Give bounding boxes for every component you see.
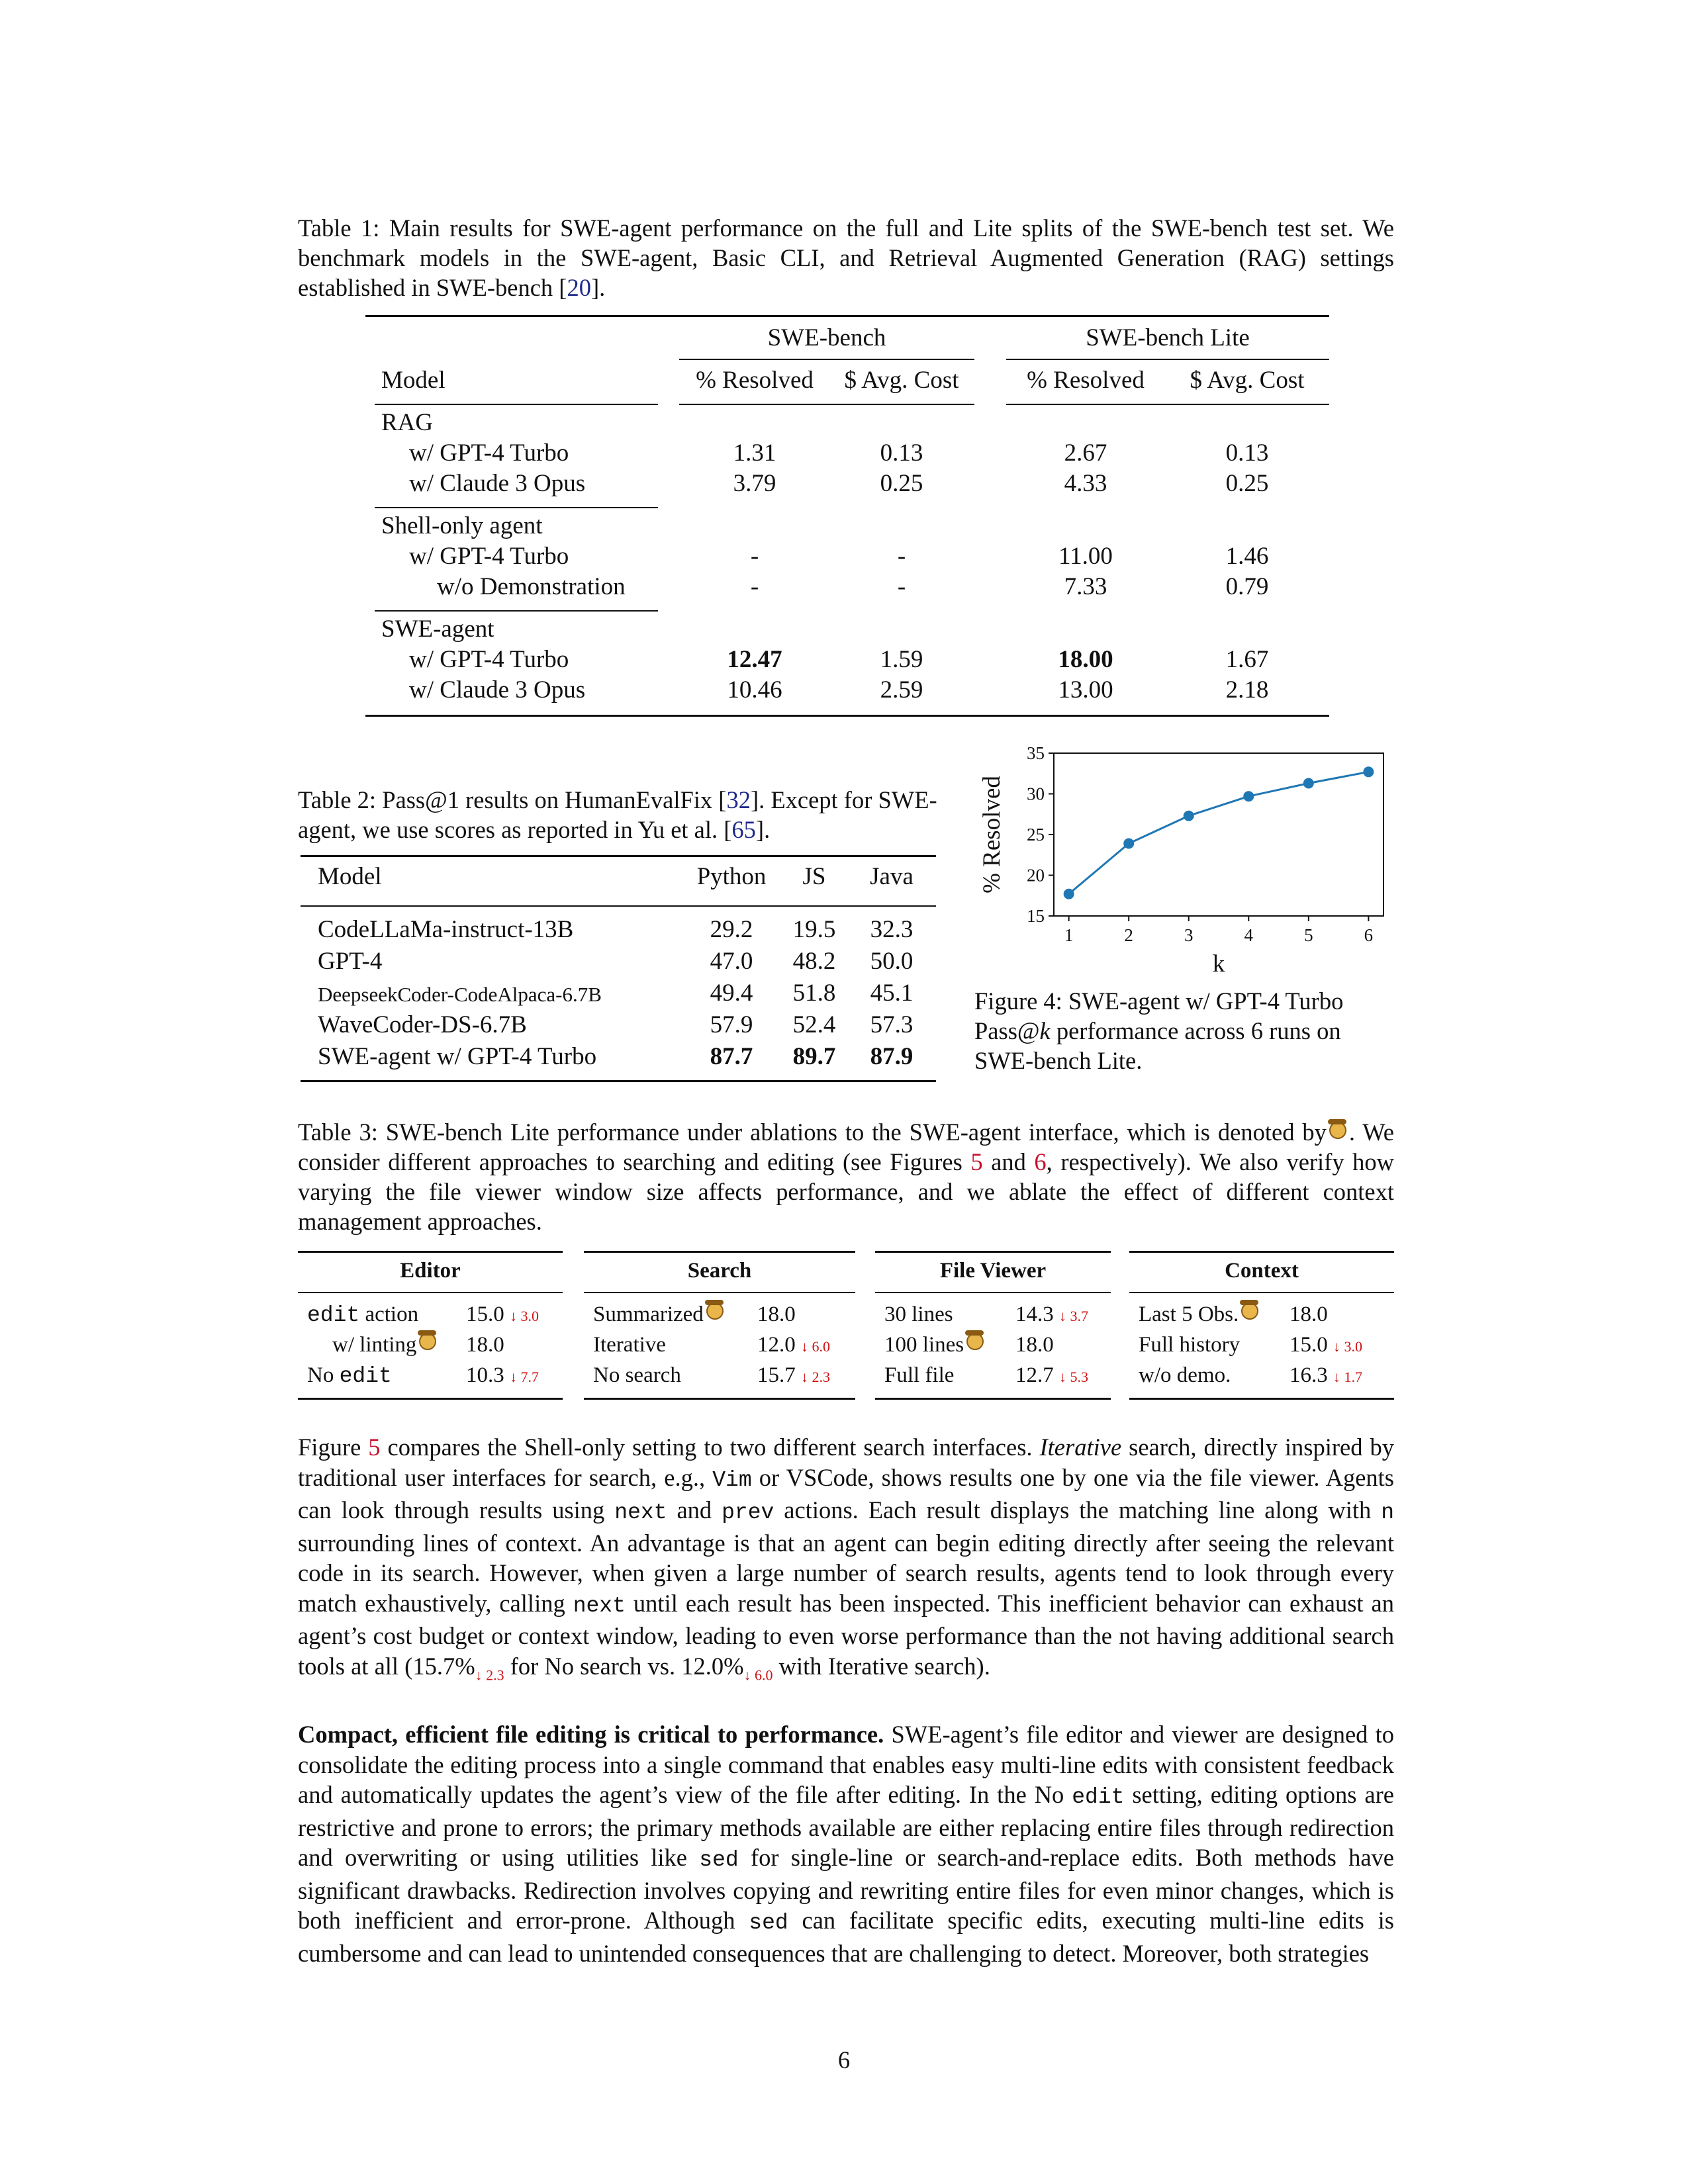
body-paragraph: Figure 5 compares the Shell-only setting to two different search interfaces. Iterative search, directly inspired by traditional user interfaces for search, e.g., Vim or VSCode, shows results one by one via the file viewer. Agents can look through results using next and prev actions. Each result displays the matching line along with n surrounding lines of context. An advantage is that an agent can begin editing directly after seeing the relevant code in its search. However, when given a large number of search results, agents tend to look through every match exhaustively, calling next until each result has been inspected. This inefficient behavior can exhaust an agent’s cost budget or context window, leading to even worse performance than the not having additional search tools at all ($15.7\%_{↓ 2.3}$ for No search vs. $12.0\%_{↓ 6.0}$ with Iterative search). <box>298 1433 1395 1683</box>
table3-search: Search Summarized 18.0 Iterative 12.0 ↓ 6.0 No search 15.7 ↓ 2.3 <box>584 1251 855 1404</box>
table3-header: Editor <box>400 1259 461 1283</box>
table2-row-model: GPT-4 <box>318 948 383 975</box>
y-tick-label: 35 <box>1027 743 1045 763</box>
table1-row-model: w/ GPT-4 Turbo <box>409 439 569 467</box>
table1-col-header: $ Avg. Cost <box>844 367 959 394</box>
swe-agent-icon <box>419 1333 436 1350</box>
pass-at-k-chart <box>973 739 1397 981</box>
swe-agent-icon <box>966 1333 984 1350</box>
table1-section-title: SWE-agent <box>381 615 494 643</box>
table2-header: JS <box>802 863 826 890</box>
series-line <box>1069 772 1369 894</box>
table3-file-viewer: File Viewer 30 lines 14.3 ↓ 3.7 100 lines 18.0 Full file 12.7 ↓ 5.3 <box>875 1251 1111 1404</box>
x-tick-label: 4 <box>1244 925 1254 945</box>
data-point <box>1064 889 1074 899</box>
x-tick-label: 3 <box>1184 925 1194 945</box>
figure-ref-link[interactable]: 6 <box>1034 1148 1047 1175</box>
figure4-caption: Figure 4: SWE-agent w/ GPT-4 Turbo Pass@k performance across 6 runs on SWE-bench Lite. <box>974 987 1344 1074</box>
table2-row-model: CodeLLaMa-instruct-13B <box>318 916 574 943</box>
table1-col-header: % Resolved <box>1027 367 1145 394</box>
data-point <box>1243 791 1254 801</box>
swe-agent-icon <box>706 1302 724 1320</box>
citation-link[interactable]: 32 <box>726 786 751 813</box>
table1-group-header: SWE-bench Lite <box>1086 324 1250 351</box>
table1-group-header: SWE-bench <box>767 324 886 351</box>
table3-context: Context Last 5 Obs. 18.0 Full history 15.0 ↓ 3.0 w/o demo. 16.3 ↓ 1.7 <box>1129 1251 1394 1404</box>
y-axis-label: % Resolved <box>978 776 1006 893</box>
y-tick-label: 15 <box>1027 906 1045 926</box>
table3-caption: Table 3: SWE-bench Lite performance under ablations to the SWE-agent interface, which is denoted by . We consider different approaches to searching and editing (see Figures 5 and 6, respectively). We also verify how varying the file viewer window size affects performance, and we ablate the effect of different context management approaches. <box>298 1118 1395 1235</box>
chart-axes <box>978 743 1383 978</box>
table2-header: Java <box>870 863 914 890</box>
table1-caption: Table 1: Main results for SWE-agent performance on the full and Lite splits of the SWE-bench test set. We benchmark models in the SWE-agent, Basic CLI, and Retrieval Augmented Generation (RAG) settings established in SWE-bench [20]. <box>298 214 1394 301</box>
table2-header: Python <box>696 863 767 890</box>
table1-col-header: Model <box>381 367 445 394</box>
data-point <box>1184 811 1194 821</box>
body-paragraph: Compact, efficient file editing is critical to performance. SWE-agent’s file editor and viewer are designed to consolidate the editing process into a single command that enables easy multi-line edits with consistent feedback and automatically updates the agent’s view of the file after editing. In the No edit setting, editing options are restrictive and prone to errors; the primary methods available are either replacing entire files through redirection and overwriting or using utilities like sed for single-line or search-and-replace edits. Both methods have significant drawbacks. Redirection involves copying and rewriting entire files for even minor changes, which is both inefficient and error-prone. Although sed can facilitate specific edits, executing multi-line edits is cumbersome and can lead to unintended consequences that are challenging to detect. Moreover, both strategies <box>298 1721 1395 1967</box>
swe-agent-icon <box>1329 1122 1346 1139</box>
chart-series <box>1064 766 1374 899</box>
citation-link[interactable]: 65 <box>731 816 756 843</box>
table1-section-title: RAG <box>381 409 434 436</box>
y-tick-label: 25 <box>1027 825 1045 844</box>
figure-ref-link[interactable]: 5 <box>970 1148 983 1175</box>
table2-caption: Table 2: Pass@1 results on HumanEvalFix [32]. Except for SWE-agent, we use scores as reported in Yu et al. [65]. <box>298 786 937 843</box>
x-axis-label: k <box>1212 950 1225 978</box>
x-tick-label: 5 <box>1304 925 1313 945</box>
table1-col-header: % Resolved <box>696 367 814 394</box>
table2-header: Model <box>318 863 382 890</box>
page-number: 6 <box>837 2046 851 2073</box>
figure-ref-link[interactable]: 5 <box>368 1433 381 1461</box>
table2: Model Python JS Java CodeLLaMa-instruct-13B 29.2 19.5 32.3 GPT-4 47.0 48.2 50.0 DeepseekCoder-CodeAlpaca-6.7B 49.4 51.8 45.1 WaveCoder-DS-6.7B 57.9 52.4 57.3 SWE-agent w/ GPT-4 Turbo 87.7 89.7 87.9 <box>301 855 936 1084</box>
table2-row-model: WaveCoder-DS-6.7B <box>318 1011 527 1038</box>
table2-row-model: DeepseekCoder-CodeAlpaca-6.7B <box>318 983 602 1006</box>
x-tick-label: 1 <box>1064 925 1074 945</box>
table3-header: File Viewer <box>939 1259 1047 1283</box>
x-tick-label: 2 <box>1124 925 1133 945</box>
y-tick-label: 20 <box>1027 865 1045 886</box>
table1-col-header: $ Avg. Cost <box>1190 367 1305 394</box>
swe-agent-icon <box>1241 1302 1258 1320</box>
table1: SWE-bench SWE-bench Lite Model % Resolved $ Avg. Cost % Resolved $ Avg. Cost RAG w/ GPT-4 Turbo 1.31 0.13 2.67 0.13 w/ Claude 3 Opus 3.79 0.25 4.33 0.25 Shell-only agent w/ GPT-4 Turbo - - 11.00 1.46 w/o Demonstration - - 7.33 0.79 SWE-agent w/ GPT-4 Turbo 12.47 1.59 18.00 1.67 w/ Claude 3 Opus 10.46 2.59 13.00 2.18 <box>365 315 1329 719</box>
y-tick-label: 30 <box>1027 784 1045 804</box>
x-tick-label: 6 <box>1364 925 1374 945</box>
table1-row-model: w/o Demonstration <box>437 573 626 600</box>
table1-row-model: w/ GPT-4 Turbo <box>409 543 569 570</box>
table1-section-title: Shell-only agent <box>381 512 543 539</box>
table3-header: Search <box>687 1259 752 1283</box>
table1-row-model: w/ GPT-4 Turbo <box>409 646 569 673</box>
table2-row-model: SWE-agent w/ GPT-4 Turbo <box>318 1043 597 1070</box>
table3-editor: Editor edit action 15.0 ↓ 3.0 w/ linting 18.0 No edit 10.3 ↓ 7.7 <box>298 1251 563 1404</box>
table3-header: Context <box>1225 1259 1299 1283</box>
table1-row-model: w/ Claude 3 Opus <box>409 470 586 497</box>
data-point <box>1303 778 1314 789</box>
data-point <box>1123 839 1134 849</box>
citation-link[interactable]: 20 <box>567 274 591 301</box>
table1-row-model: w/ Claude 3 Opus <box>409 676 586 704</box>
data-point <box>1363 766 1374 777</box>
